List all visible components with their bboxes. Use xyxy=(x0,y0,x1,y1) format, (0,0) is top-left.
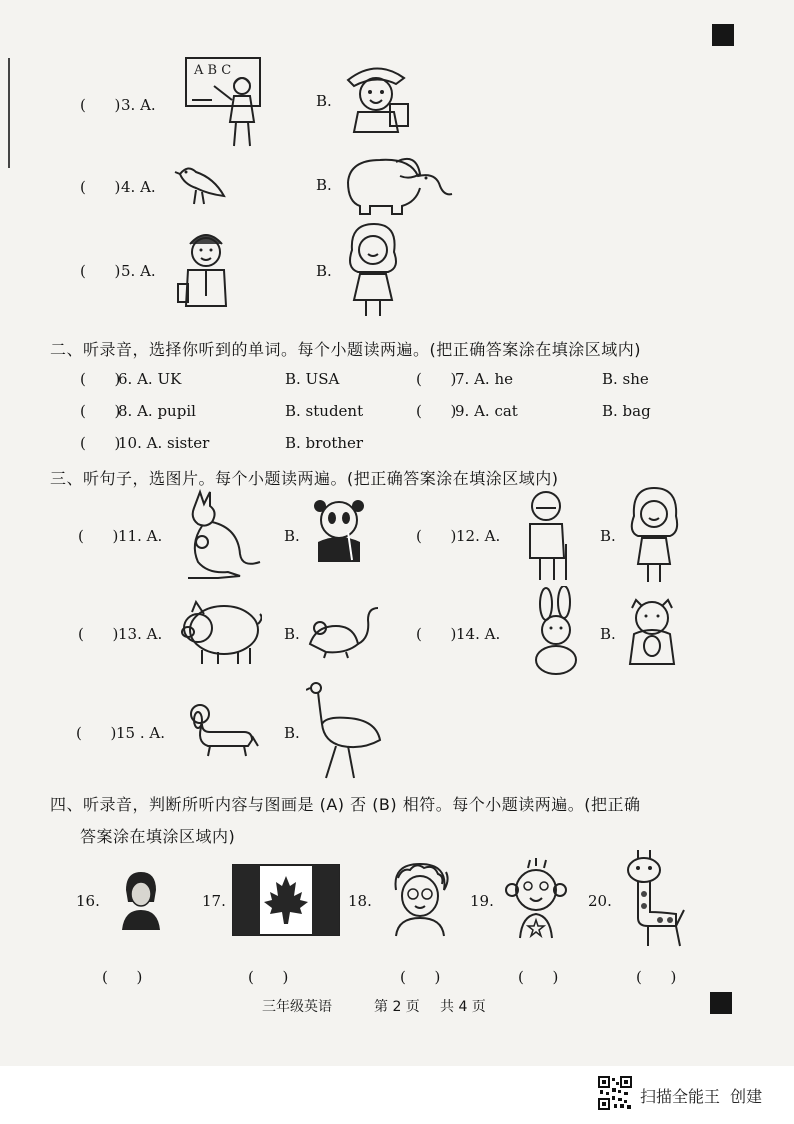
question-13-label: 13. A. xyxy=(118,625,163,643)
question-19-number: 19. xyxy=(470,892,494,910)
question-11-label: 11. A. xyxy=(118,527,163,545)
question-16-number: 16. xyxy=(76,892,100,910)
dog-picture xyxy=(186,702,260,758)
answer-bracket-13[interactable]: ( ) xyxy=(78,625,119,643)
corner-marker-bottom-right xyxy=(710,992,732,1014)
rabbit-picture xyxy=(526,586,586,678)
footer-page-number: 第 2 页 xyxy=(374,999,420,1015)
question-11-option-b: B. xyxy=(284,527,300,545)
corner-marker-top-right xyxy=(712,24,734,46)
question-13-option-b: B. xyxy=(284,625,300,643)
question-4-option-b: B. xyxy=(316,176,332,194)
question-10-option-a: 10. A. sister xyxy=(118,434,210,452)
question-20-number: 20. xyxy=(588,892,612,910)
answer-bracket-8[interactable]: ( ) xyxy=(80,402,121,420)
answer-bracket-5[interactable]: ( ) xyxy=(80,262,121,280)
question-8-option-a: 8. A. pupil xyxy=(118,402,196,420)
answer-bracket-15[interactable]: ( ) xyxy=(76,724,117,742)
footer-grade-subject: 三年级英语 xyxy=(262,999,332,1015)
board-letters: A B C xyxy=(194,63,232,78)
answer-bracket-4[interactable]: ( ) xyxy=(80,178,121,196)
question-7-option-a: 7. A. he xyxy=(455,370,513,388)
answer-bracket-9[interactable]: ( ) xyxy=(416,402,457,420)
question-15-option-b: B. xyxy=(284,724,300,742)
question-9-option-b: B. bag xyxy=(602,402,651,420)
answer-bracket-11[interactable]: ( ) xyxy=(78,527,119,545)
question-12-label: 12. A. xyxy=(456,527,501,545)
question-5-option-b: B. xyxy=(316,262,332,280)
kangaroo-picture xyxy=(180,488,264,584)
giraffe-picture xyxy=(620,848,690,950)
pig-picture xyxy=(178,598,262,668)
answer-bracket-7[interactable]: ( ) xyxy=(416,370,457,388)
section-3-title: 三、听句子，选图片。每个小题读两遍。(把正确答案涂在填涂区域内) xyxy=(50,469,559,488)
question-7-option-b: B. she xyxy=(602,370,649,388)
question-9-option-a: 9. A. cat xyxy=(455,402,518,420)
panda-picture xyxy=(312,498,366,564)
answer-bracket-14[interactable]: ( ) xyxy=(416,625,457,643)
mouse-picture xyxy=(306,604,382,662)
answer-bracket-6[interactable]: ( ) xyxy=(80,370,121,388)
question-15-label: 15 . A. xyxy=(116,724,165,742)
question-17-number: 17. xyxy=(202,892,226,910)
answer-bracket-17[interactable]: ( ) xyxy=(248,968,289,986)
question-10-option-b: B. brother xyxy=(285,434,364,452)
section-4-title-line2: 答案涂在填涂区域内) xyxy=(80,827,236,846)
footer-total-pages: 共 4 页 xyxy=(440,999,486,1015)
question-6-option-b: B. USA xyxy=(285,370,340,388)
answer-bracket-20[interactable]: ( ) xyxy=(636,968,677,986)
canada-flag-picture xyxy=(232,864,340,936)
grandpa-with-cane-picture xyxy=(522,488,572,584)
question-12-option-b: B. xyxy=(600,527,616,545)
section-4-title-line1: 四、听录音，判断所听内容与图画是 (A) 否 (B) 相符。每个小题读两遍。(把正确 xyxy=(50,795,641,814)
answer-bracket-18[interactable]: ( ) xyxy=(400,968,441,986)
question-8-option-b: B. student xyxy=(285,402,364,420)
scan-edge-line xyxy=(8,58,10,168)
girl-with-flower-picture xyxy=(340,220,406,320)
question-18-number: 18. xyxy=(348,892,372,910)
hamster-picture xyxy=(624,596,680,668)
section-2-title: 二、听录音，选择你听到的单词。每个小题读两遍。(把正确答案涂在填涂区域内) xyxy=(50,340,641,359)
question-6-option-a: 6. A. UK xyxy=(118,370,182,388)
grandma-picture xyxy=(388,860,452,938)
answer-bracket-19[interactable]: ( ) xyxy=(518,968,559,986)
man-in-suit-picture xyxy=(176,226,236,316)
answer-bracket-12[interactable]: ( ) xyxy=(416,527,457,545)
boy-face-picture xyxy=(504,858,568,940)
question-14-label: 14. A. xyxy=(456,625,501,643)
schoolboy-with-cap-picture xyxy=(340,58,412,140)
woman-with-glasses-portrait-picture xyxy=(118,870,164,932)
teacher-at-board-picture xyxy=(184,56,264,150)
answer-bracket-10[interactable]: ( ) xyxy=(80,434,121,452)
elephant-picture xyxy=(340,152,456,216)
question-3-option-b: B. xyxy=(316,92,332,110)
woman-picture xyxy=(626,486,682,584)
ostrich-picture xyxy=(306,680,384,782)
question-14-option-b: B. xyxy=(600,625,616,643)
answer-bracket-16[interactable]: ( ) xyxy=(102,968,143,986)
question-4-label: 4. A. xyxy=(121,178,156,196)
bird-picture xyxy=(174,160,228,210)
question-3-label: 3. A. xyxy=(121,96,156,114)
answer-bracket-3[interactable]: ( ) xyxy=(80,96,121,114)
scanner-watermark-label: 扫描全能王 创建 xyxy=(640,1087,763,1106)
scanner-qr-code-icon xyxy=(598,1076,632,1110)
question-5-label: 5. A. xyxy=(121,262,156,280)
